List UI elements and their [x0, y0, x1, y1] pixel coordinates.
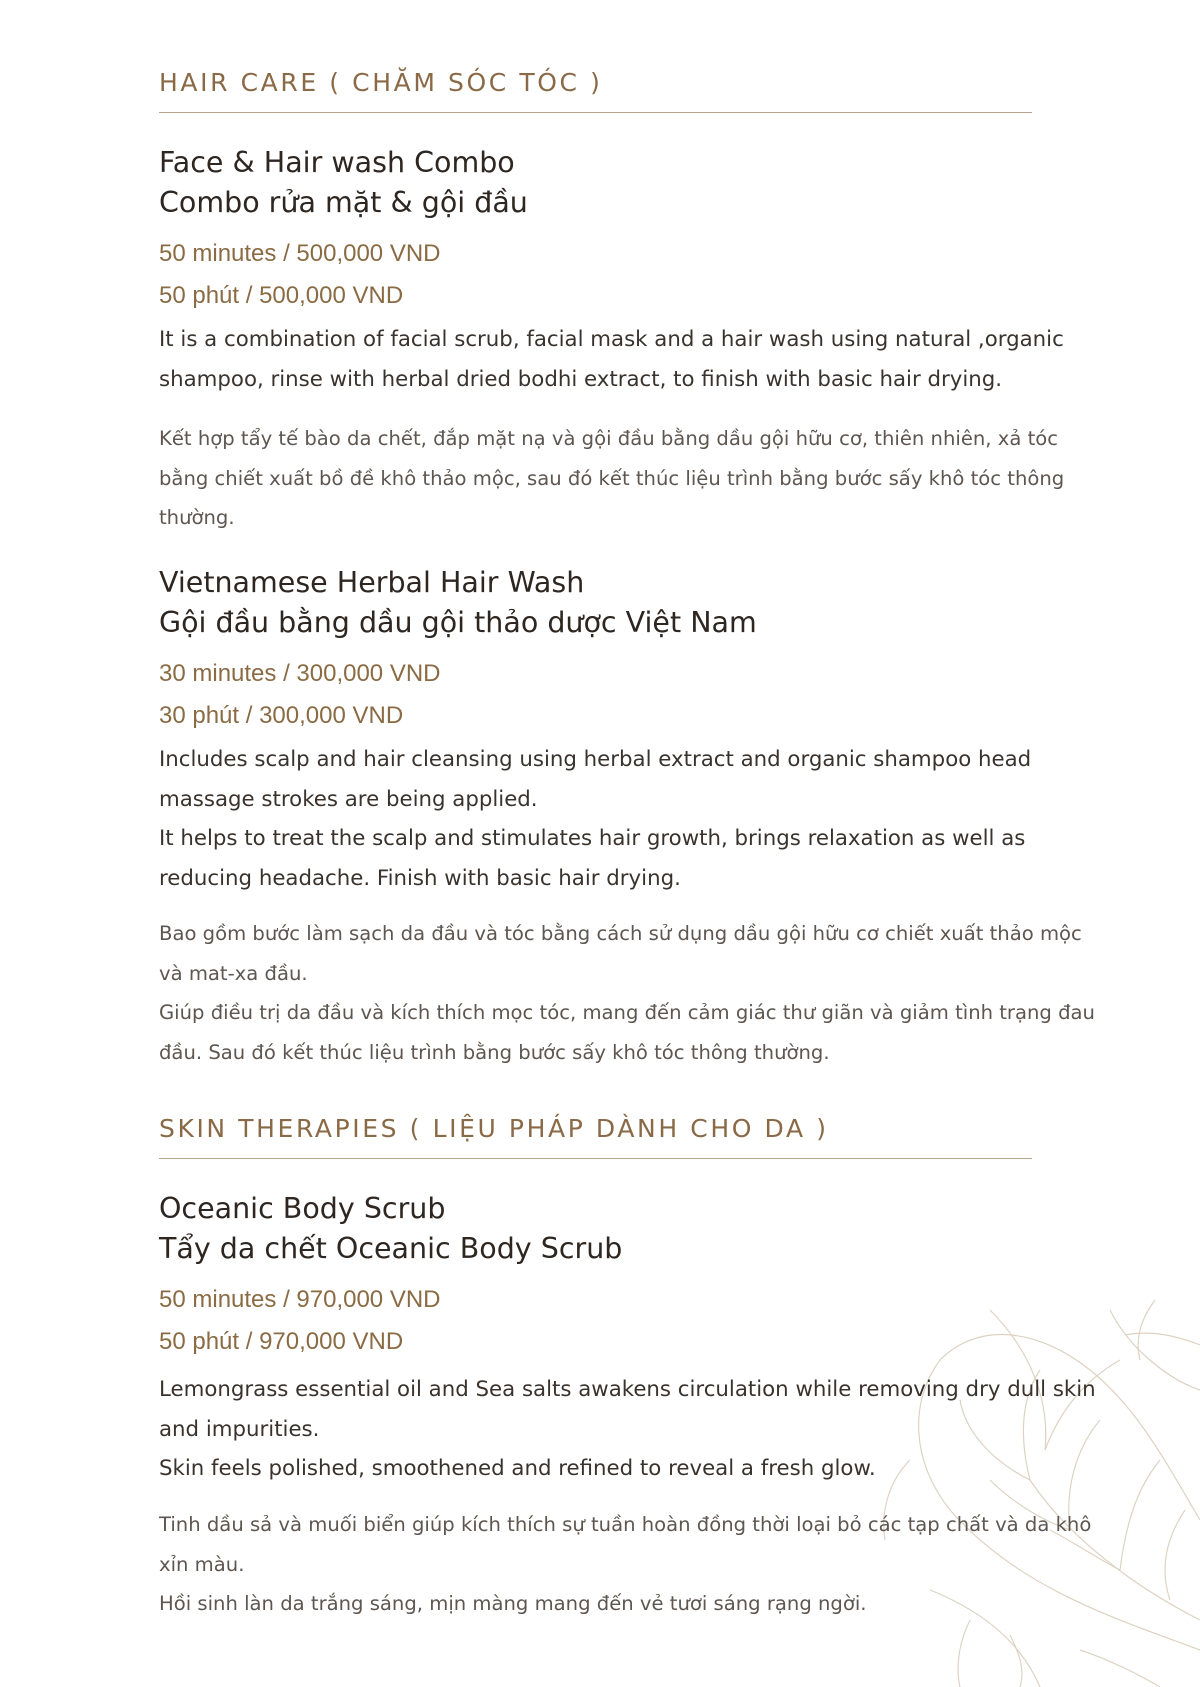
description-paragraph: Hồi sinh làn da trắng sáng, mịn màng mang đến vẻ tươi sáng rạng ngời. — [159, 1592, 867, 1615]
section-title-hair-care: HAIR CARE ( CHĂM SÓC TÓC ) — [159, 68, 603, 97]
service-price-en: 50 minutes / 500,000 VND — [159, 240, 441, 267]
service-description-en — [159, 740, 1099, 898]
description-paragraph: Kết hợp tẩy tế bào da chết, đắp mặt nạ và gội đầu bằng dầu gội hữu cơ, thiên nhiên, xả tóc bằng chiết xuất bồ đề khô thảo mộc, sau đó kết thúc liệu trình bằng bước sấy khô tóc thông thường. — [159, 427, 1065, 529]
description-paragraph: It is a combination of facial scrub, facial mask and a hair wash using natural ,organic shampoo, rinse with herbal dried bodhi extract, to finish with basic hair drying. — [159, 327, 1064, 392]
service-name-en: Vietnamese Herbal Hair Wash — [159, 566, 585, 599]
service-description-vi — [159, 419, 1099, 538]
service-description-en — [159, 320, 1099, 399]
description-paragraph: Giúp điều trị da đầu và kích thích mọc tóc, mang đến cảm giác thư giãn và giảm tình trạng đau đầu. Sau đó kết thúc liệu trình bằng bước sấy khô tóc thông thường. — [159, 1001, 1095, 1064]
service-name-vi: Combo rửa mặt & gội đầu — [159, 186, 528, 219]
service-description-vi — [159, 914, 1099, 1072]
service-price-en: 50 minutes / 970,000 VND — [159, 1286, 441, 1313]
service-price-vi: 50 phút / 970,000 VND — [159, 1328, 404, 1355]
tropical-leaf-icon — [870, 1290, 1200, 1687]
description-paragraph: Includes scalp and hair cleansing using herbal extract and organic shampoo head massage strokes are being applied. — [159, 747, 1032, 812]
service-name-en: Oceanic Body Scrub — [159, 1192, 446, 1225]
description-paragraph: Tinh dầu sả và muối biển giúp kích thích sự tuần hoàn đồng thời loại bỏ các tạp chất và da khô xỉn màu. — [159, 1513, 1092, 1576]
section-divider — [159, 112, 1032, 113]
service-name-en: Face & Hair wash Combo — [159, 146, 515, 179]
service-price-vi: 30 phút / 300,000 VND — [159, 702, 404, 729]
section-divider — [159, 1158, 1032, 1159]
description-paragraph: Skin feels polished, smoothened and refined to reveal a fresh glow. — [159, 1456, 876, 1481]
service-name-vi: Gội đầu bằng dầu gội thảo dược Việt Nam — [159, 606, 757, 639]
service-price-en: 30 minutes / 300,000 VND — [159, 660, 441, 687]
description-paragraph: It helps to treat the scalp and stimulates hair growth, brings relaxation as well as reducing headache. Finish with basic hair drying. — [159, 826, 1026, 891]
service-name-vi: Tẩy da chết Oceanic Body Scrub — [159, 1232, 623, 1265]
service-price-vi: 50 phút / 500,000 VND — [159, 282, 404, 309]
description-paragraph: Bao gồm bước làm sạch da đầu và tóc bằng cách sử dụng dầu gội hữu cơ chiết xuất thảo mộc và mat-xa đầu. — [159, 922, 1082, 985]
service-description-vi — [159, 1505, 1099, 1624]
section-title-skin-therapies: SKIN THERAPIES ( LIỆU PHÁP DÀNH CHO DA ) — [159, 1114, 829, 1143]
service-description-en — [159, 1370, 1099, 1489]
description-paragraph: Lemongrass essential oil and Sea salts awakens circulation while removing dry dull skin and impurities. — [159, 1377, 1096, 1442]
